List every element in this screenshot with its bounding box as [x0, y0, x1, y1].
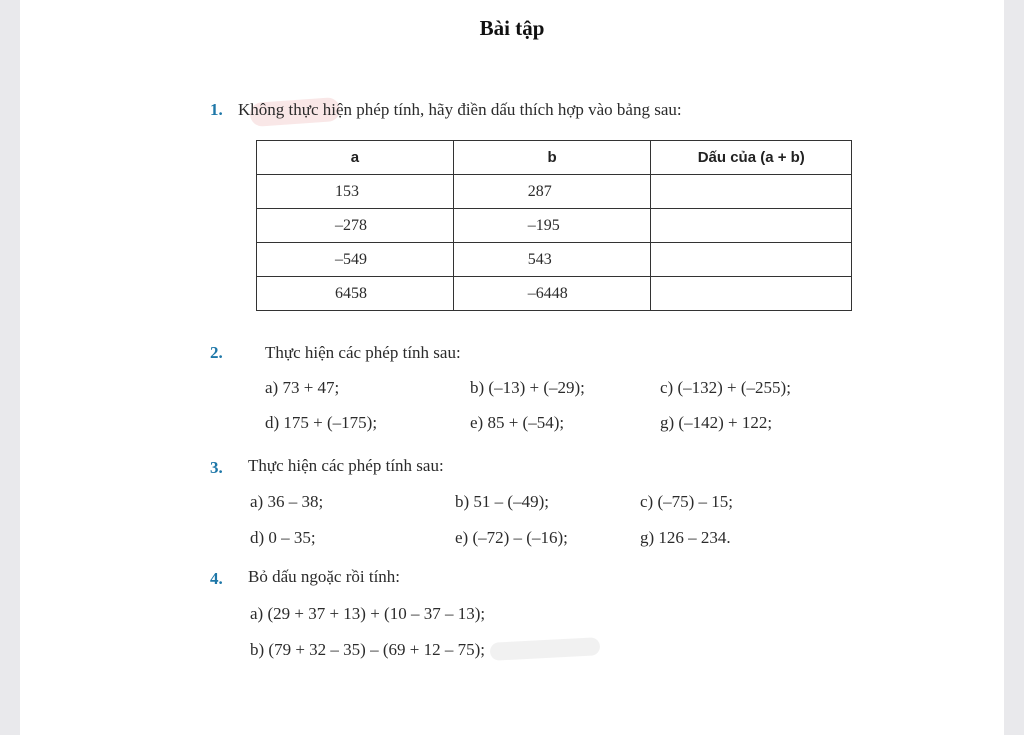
exercise-3-item-c: c) (–75) – 15; — [640, 492, 734, 511]
page-title: Bài tập — [479, 16, 545, 40]
exercise-4-text: Bỏ dấu ngoặc rồi tính: — [248, 567, 401, 586]
header-a: a — [257, 141, 454, 175]
exercise-2-item-e: e) 85 + (–54); — [470, 413, 565, 432]
exercise-2-item-d: d) 175 + (–175); — [265, 413, 378, 432]
exercise-3-item-d: d) 0 – 35; — [250, 528, 316, 547]
exercise-2-text: Thực hiện các phép tính sau: — [265, 343, 461, 362]
exercise-4-number: 4. — [210, 569, 223, 588]
exercise-4-item-b: b) (79 + 32 – 35) – (69 + 12 – 75); — [250, 640, 485, 659]
cell-b: 287 — [453, 175, 651, 209]
cell-sign[interactable] — [651, 277, 852, 311]
document-page — [20, 0, 1004, 735]
header-b: b — [453, 141, 651, 175]
cell-a: –549 — [257, 243, 454, 277]
exercise-2-item-a: a) 73 + 47; — [265, 378, 340, 397]
cell-a: 6458 — [257, 277, 454, 311]
exercise-3-number: 3. — [210, 458, 223, 477]
exercise-3-item-g: g) 126 – 234. — [640, 528, 731, 547]
cell-sign[interactable] — [651, 243, 852, 277]
table-row — [257, 175, 852, 209]
cell-b: –6448 — [453, 277, 651, 311]
exercise-1-text: Không thực hiện phép tính, hãy điền dấu thích hợp vào bảng sau: — [238, 100, 682, 119]
cell-a: –278 — [257, 209, 454, 243]
cell-b: –195 — [453, 209, 651, 243]
cell-b: 543 — [453, 243, 651, 277]
sign-table — [256, 140, 852, 311]
table-row — [257, 243, 852, 277]
table-row — [257, 277, 852, 311]
exercise-2-item-b: b) (–13) + (–29); — [470, 378, 585, 397]
cell-sign[interactable] — [651, 209, 852, 243]
table-row — [257, 209, 852, 243]
table-header-row — [257, 141, 852, 175]
exercise-2-number: 2. — [210, 343, 223, 362]
header-sign: Dấu của (a + b) — [651, 141, 852, 175]
exercise-3-item-e: e) (–72) – (–16); — [455, 528, 568, 547]
cell-sign[interactable] — [651, 175, 852, 209]
exercise-2-item-g: g) (–142) + 122; — [660, 413, 773, 432]
exercise-3-item-b: b) 51 – (–49); — [455, 492, 549, 511]
watermark — [490, 637, 601, 661]
exercise-4-item-a: a) (29 + 37 + 13) + (10 – 37 – 13); — [250, 604, 486, 623]
exercise-1-number: 1. — [210, 100, 223, 119]
cell-a: 153 — [257, 175, 454, 209]
exercise-3-text: Thực hiện các phép tính sau: — [248, 456, 444, 475]
exercise-2-item-c: c) (–132) + (–255); — [660, 378, 791, 397]
exercise-3-item-a: a) 36 – 38; — [250, 492, 324, 511]
